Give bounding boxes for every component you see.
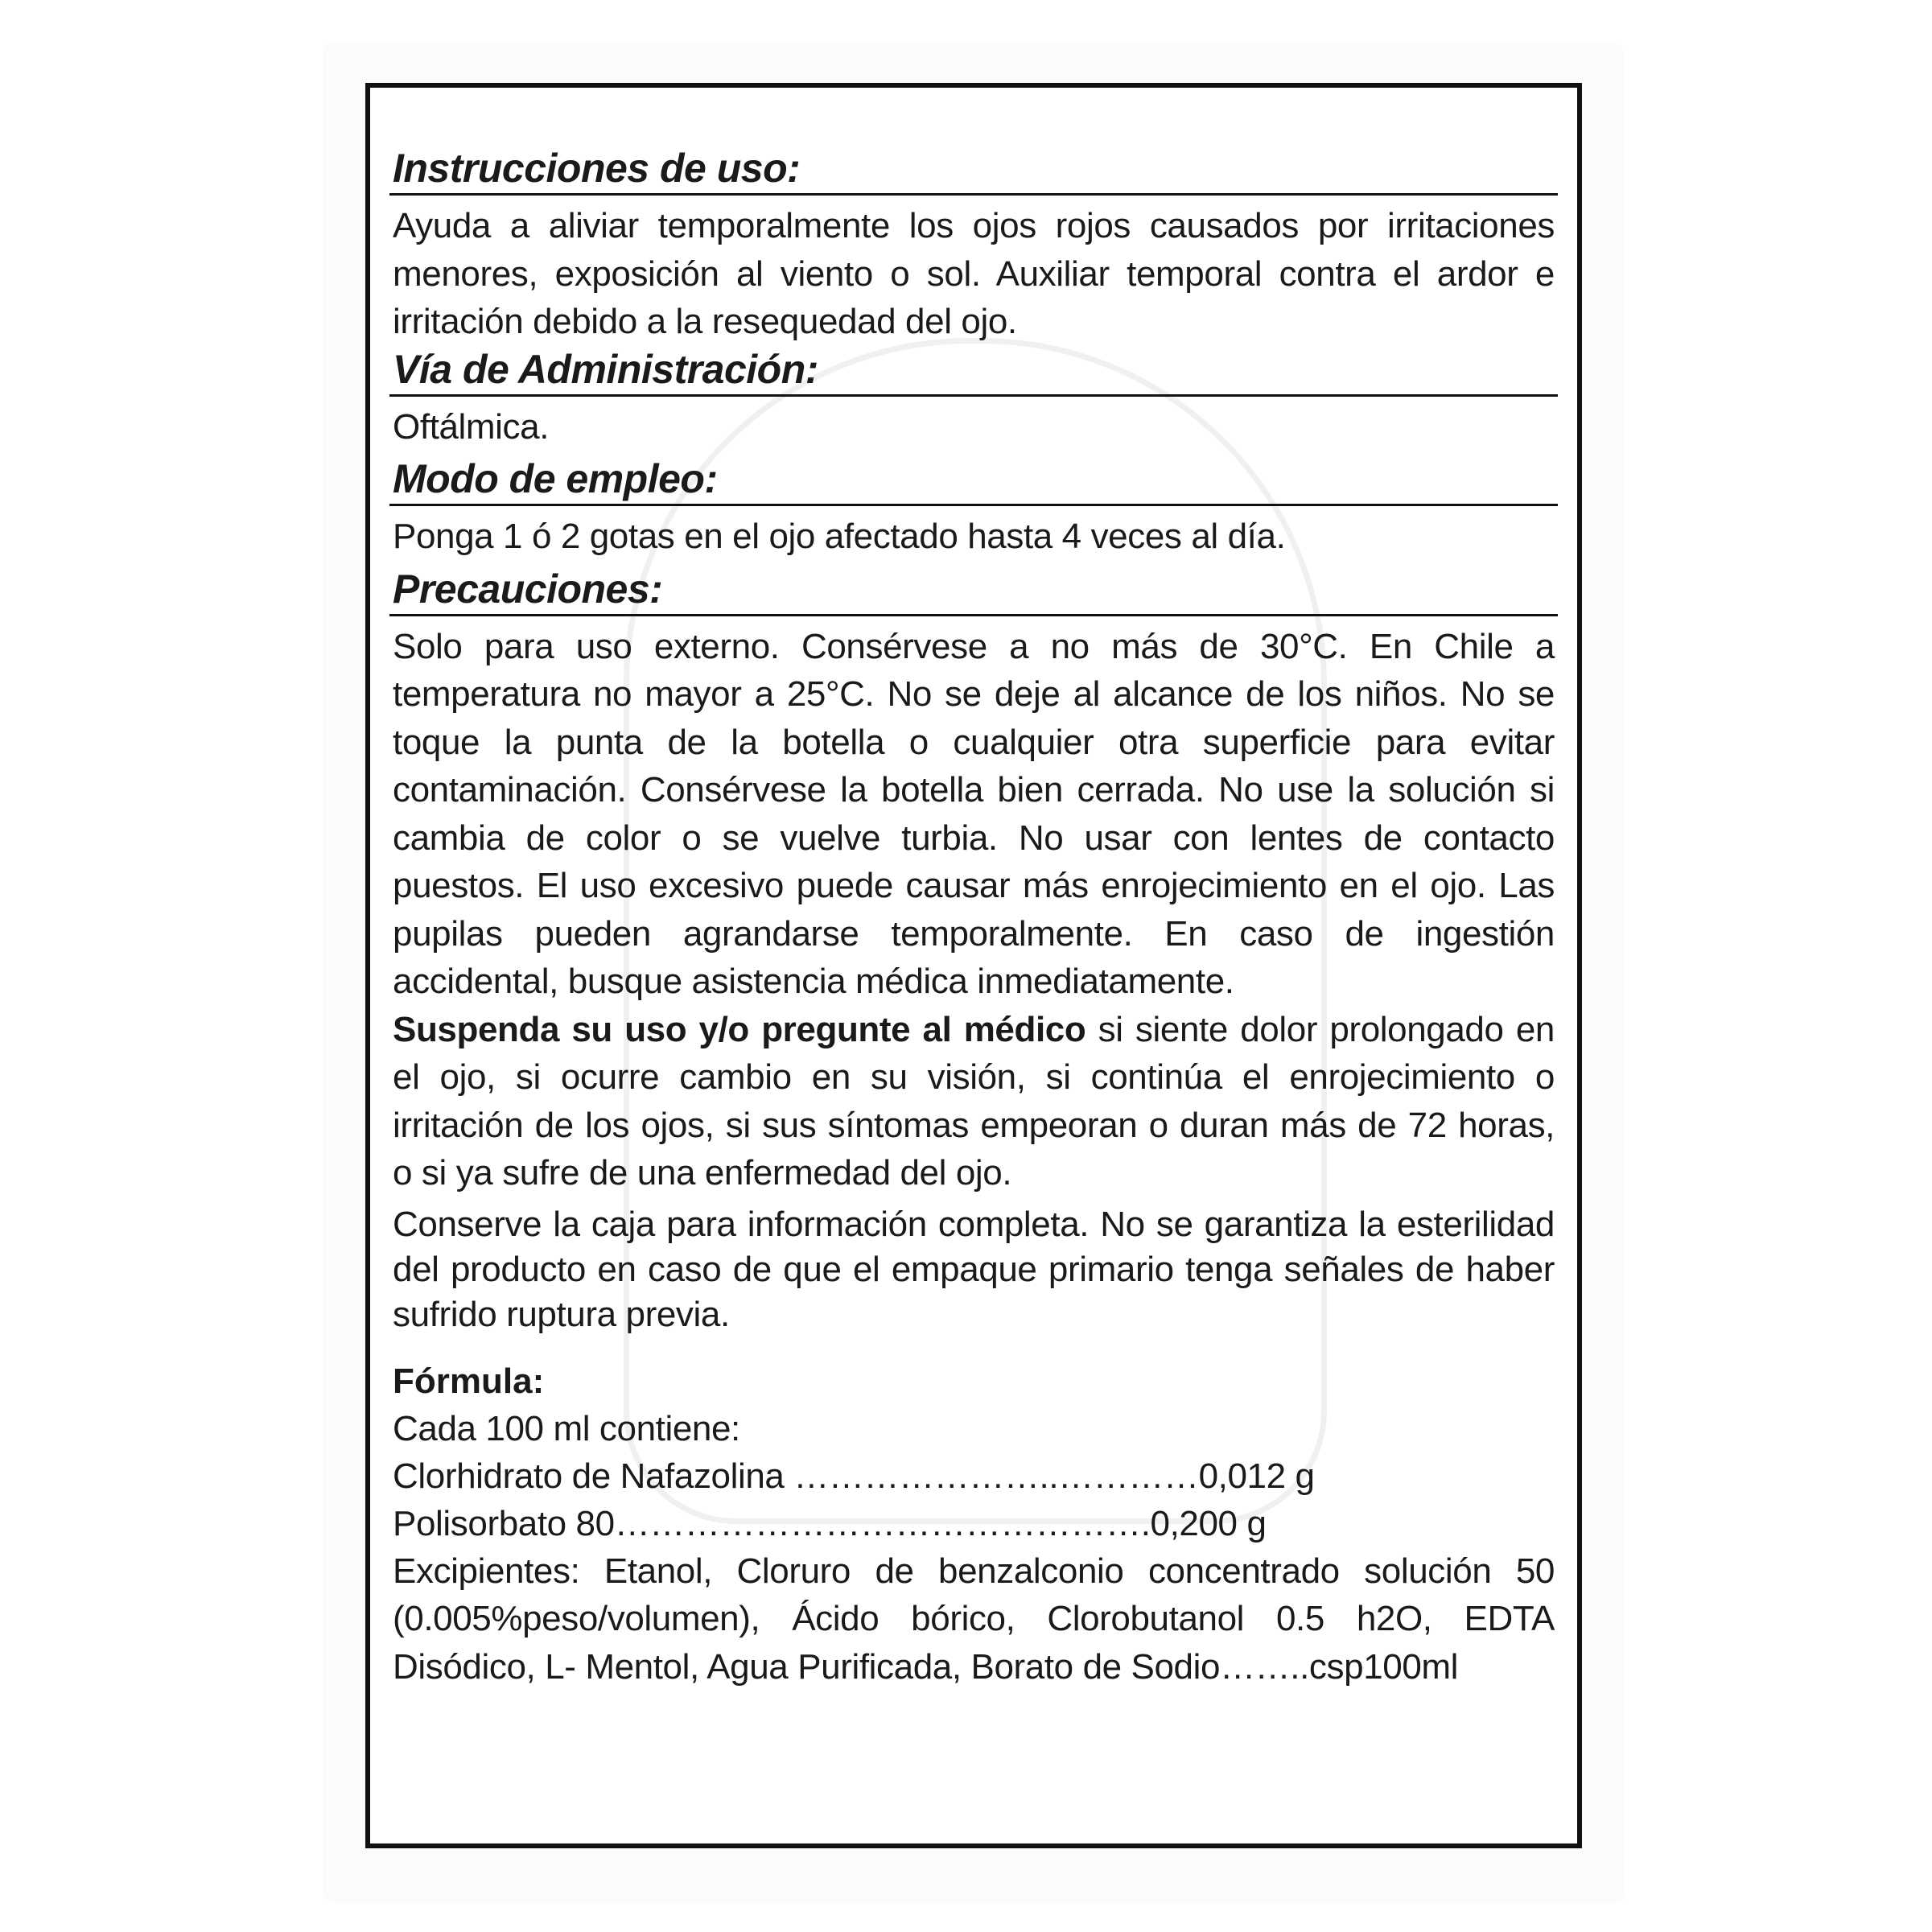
text-suspenda-bold: Suspenda su uso y/o pregunte al médico: [393, 1009, 1086, 1049]
text-esterilidad: No se garantiza la esterilidad del producto en caso de que el empaque primario tenga señales de haber sufrido ruptura previa.: [393, 1204, 1555, 1334]
heading-precauciones: Precauciones:: [389, 566, 1558, 616]
formula-row-nafazolina: Clorhidrato de Nafazolina …………………..…………0,012 g: [393, 1456, 1315, 1496]
heading-via-administracion: Vía de Administración:: [389, 346, 1558, 397]
text-formula-intro: Cada 100 ml contiene:: [393, 1408, 740, 1448]
text-suspenda-rest: si siente dolor prolongado en el ojo, si ocurre cambio en su visión, si continúa el enrojecimiento o irritación de los ojos, si sus síntomas empeoran o duran más de 72 horas, o si ya sufre de una enfermedad del ojo.: [393, 1009, 1555, 1193]
heading-modo-empleo: Modo de empleo:: [389, 455, 1558, 506]
heading-instrucciones: Instrucciones de uso:: [389, 145, 1558, 196]
formula-row-polisorbato: Polisorbato 80……………………………………….0,200 g: [393, 1503, 1267, 1543]
text-precauciones: Solo para uso externo. Consérvese a no más de 30°C. En Chile a temperatura no mayor a 25°C. No se deje al alcance de los niños. No se toque la punta de la botella o cualquier otra superficie para evitar contaminación. Consérvese la botella bien cerrada. No use la solución si cambia de color o se vuelve turbia. No usar con lentes de contacto puestos. El uso excesivo puede causar más enrojecimiento en el ojo. Las pupilas pueden agrandarse temporalmente. En caso de ingestión accidental, busque asistencia médica inmediatamente.: [393, 626, 1555, 1001]
text-conserve-caja: Conserve la caja para información completa.: [393, 1204, 1090, 1244]
text-via-administracion: Oftálmica.: [393, 406, 550, 447]
text-modo-empleo: Ponga 1 ó 2 gotas en el ojo afectado hasta 4 veces al día.: [393, 517, 1286, 556]
text-instrucciones: Ayuda a aliviar temporalmente los ojos rojos causados por irritaciones menores, exposición al viento o sol. Auxiliar temporal contra el ardor e irritación debido a la resequedad del ojo.: [393, 206, 1555, 341]
heading-formula: Fórmula:: [393, 1361, 545, 1401]
text-suspenda: [389, 1006, 1558, 1197]
text-excipientes: Excipientes: Etanol, Cloruro de benzalconio concentrado solución 50 (0.005%peso/volumen), Ácido bórico, Clorobutanol 0.5 h2O, EDTA Disódico, L- Mentol, Agua Purificada, Borato de Sodio……..csp100ml: [393, 1551, 1555, 1687]
package-text: [389, 145, 1558, 1691]
text-conserve: [389, 1202, 1558, 1337]
